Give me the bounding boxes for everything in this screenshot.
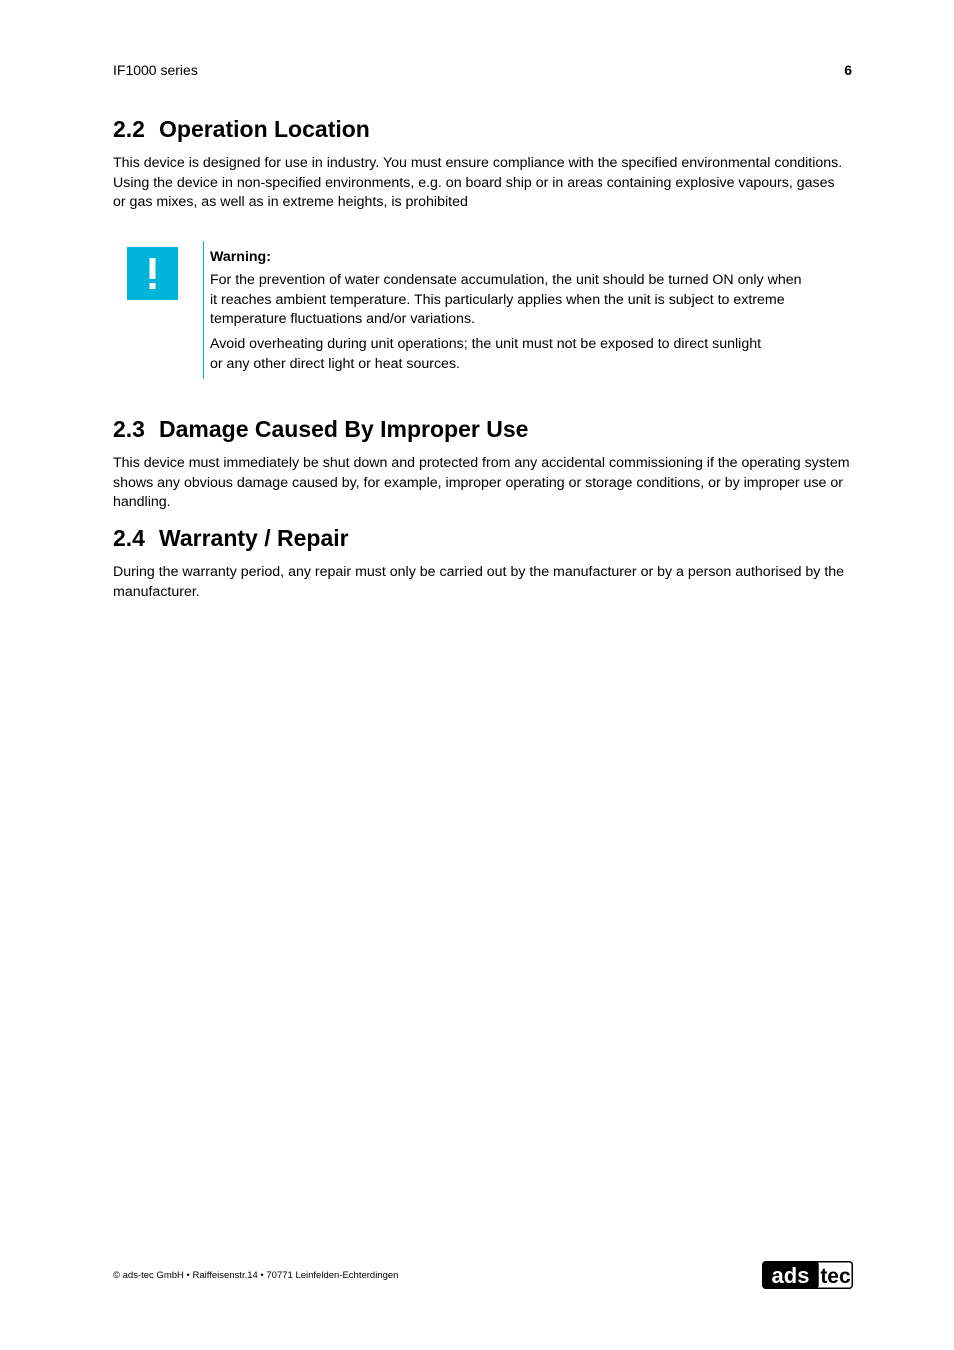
logo-text-tec: tec [820, 1265, 851, 1288]
section-title: Damage Caused By Improper Use [159, 416, 529, 442]
section-number: 2.4 [113, 525, 145, 551]
page-header [113, 62, 852, 80]
logo-text-ads: ads [771, 1263, 810, 1288]
section-paragraph: During the warranty period, any repair must only be carried out by the manufacturer or by a person authorised by the manufacturer. [113, 564, 845, 600]
section-paragraph: This device must immediately be shut down and protected from any accidental commissioning if the operating system shows any obvious damage caused by, for example, improper operating or storage conditions, or by improper use or handling. [113, 455, 850, 510]
warning-divider [203, 241, 204, 379]
section-number: 2.3 [113, 416, 145, 442]
section-paragraph: This device is designed for use in industry. You must ensure compliance with the specified environmental conditions. Using the device in non-specified environments, e.g. on board ship or in areas containing explosive vapours, gases or gas mixes, as well as in extreme heights, is prohibited [113, 155, 843, 210]
page-footer: © ads-tec GmbH • Raiffeisenstr.14 • 70771 Leinfelden-Echterdingen [113, 1270, 399, 1281]
page-number: 6 [844, 62, 852, 78]
warning-title: Warning: [210, 249, 271, 265]
company-logo [762, 1261, 853, 1289]
section-title: Warranty / Repair [159, 525, 349, 551]
section-heading-damage-caused [113, 416, 528, 443]
warning-icon-box [127, 247, 178, 300]
section-heading-warranty-repair [113, 525, 349, 552]
section-title: Operation Location [159, 116, 370, 142]
section-number: 2.2 [113, 116, 145, 142]
warning-paragraph: Avoid overheating during unit operations; the unit must not be exposed to direct sunlight or any other direct light or heat sources. [210, 336, 762, 372]
ads-tec-logo [762, 1261, 853, 1289]
document-title: IF1000 series [113, 62, 198, 78]
section-heading-operation-location [113, 116, 370, 143]
exclamation-icon [127, 247, 178, 300]
warning-paragraph: For the prevention of water condensate accumulation, the unit should be turned ON only when it reaches ambient temperature. This particularly applies when the unit is subject to extreme temperature fluctuations and/or variations. [210, 272, 802, 327]
